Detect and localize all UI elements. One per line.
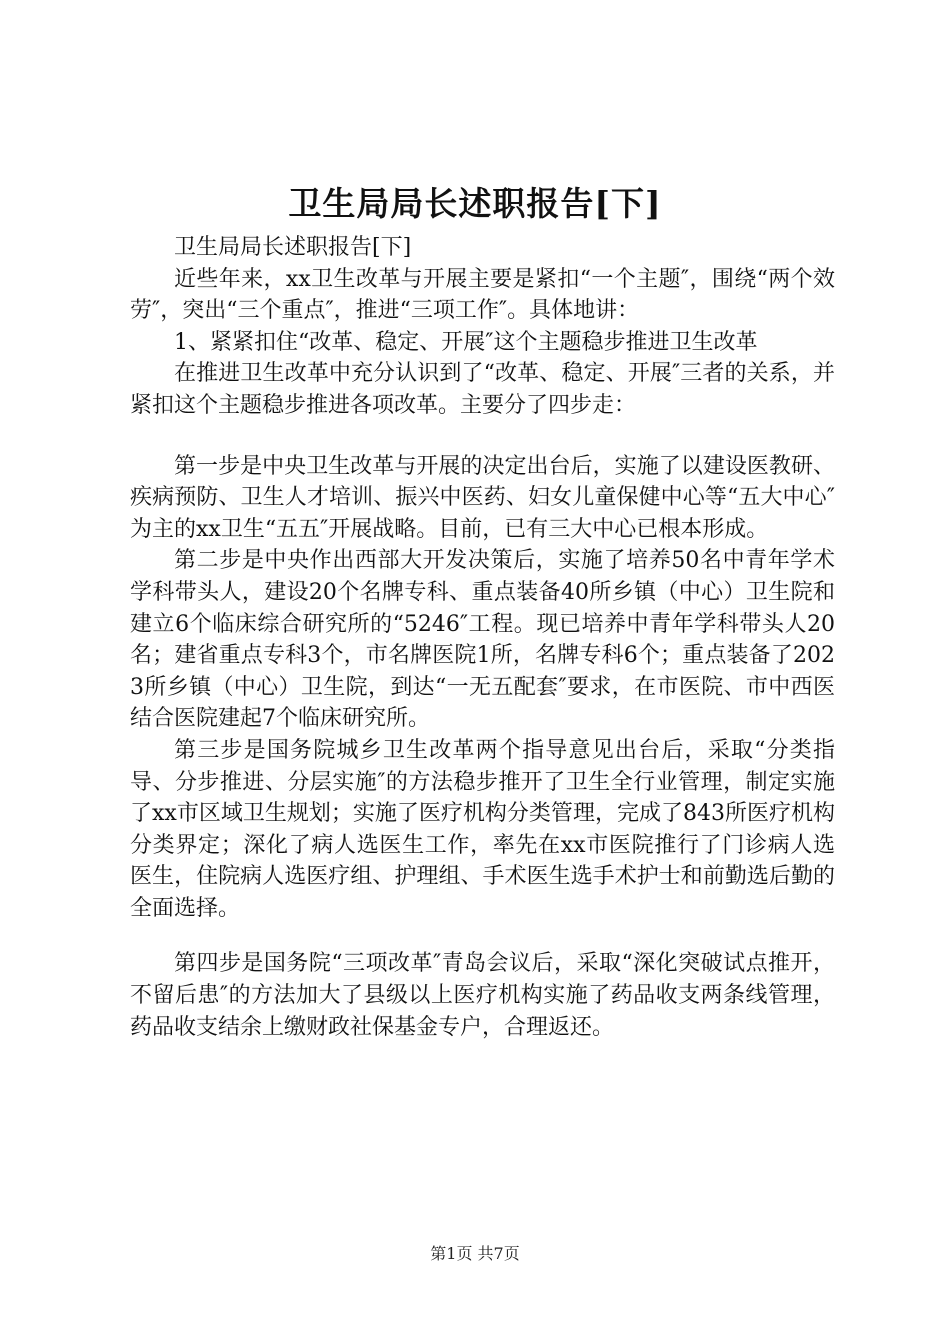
body-paragraph: 在推进卫生改革中充分认识到了“改革、稳定、开展″三者的关系，并紧扣这个主题稳步推进各项改革。主要分了四步走： <box>130 361 835 418</box>
document-body <box>130 232 835 1043</box>
subtitle-paragraph: 卫生局局长述职报告[下] <box>174 235 412 260</box>
step-one-paragraph: 第一步是中央卫生改革与开展的决定出台后，实施了以建设医教研、疾病预防、卫生人才培训、振兴中医药、妇女儿童保健中心等“五大中心″为主的xx卫生“五五″开展战略。目前，已有三大中心已根本形成。 <box>130 453 835 542</box>
section-heading: 1、紧紧扣住“改革、稳定、开展″这个主题稳步推进卫生改革 <box>174 329 758 355</box>
intro-paragraph: 近些年来，xx卫生改革与开展主要是紧扣“一个主题″，围绕“两个效劳″，突出“三个重点″，推进“三项工作″。具体地讲： <box>130 266 835 324</box>
step-two-paragraph: 第二步是中央作出西部大开发决策后，实施了培养50名中青年学术学科带头人，建设20个名牌专科、重点装备40所乡镇（中心）卫生院和建立6个临床综合研究所的“5246″工程。现已培养中青年学科带头人20名；建省重点专科3个，市名牌医院1所，名牌专科6个；重点装备了2023所乡镇（中心）卫生院，到达“一无五配套″要求，在市医院、市中西医结合医院建起7个临床研究所。 <box>130 548 835 732</box>
page-footer: 第1页 共7页 <box>430 1244 520 1263</box>
step-four-paragraph: 第四步是国务院“三项改革″青岛会议后，采取“深化突破试点推开，不留后患″的方法加大了县级以上医疗机构实施了药品收支两条线管理，药品收支结余上缴财政社保基金专户，合理返还。 <box>130 951 835 1040</box>
page-title: 卫生局局长述职报告[下] <box>288 184 662 223</box>
step-three-paragraph: 第三步是国务院城乡卫生改革两个指导意见出台后，采取“分类指导、分步推进、分层实施″的方法稳步推开了卫生全行业管理，制定实施了xx市区域卫生规划；实施了医疗机构分类管理，完成了843所医疗机构分类界定；深化了病人选医生工作，率先在xx市医院推行了门诊病人选医生，住院病人选医疗组、护理组、手术医生选手术护士和前勤选后勤的全面选择。 <box>130 737 835 921</box>
